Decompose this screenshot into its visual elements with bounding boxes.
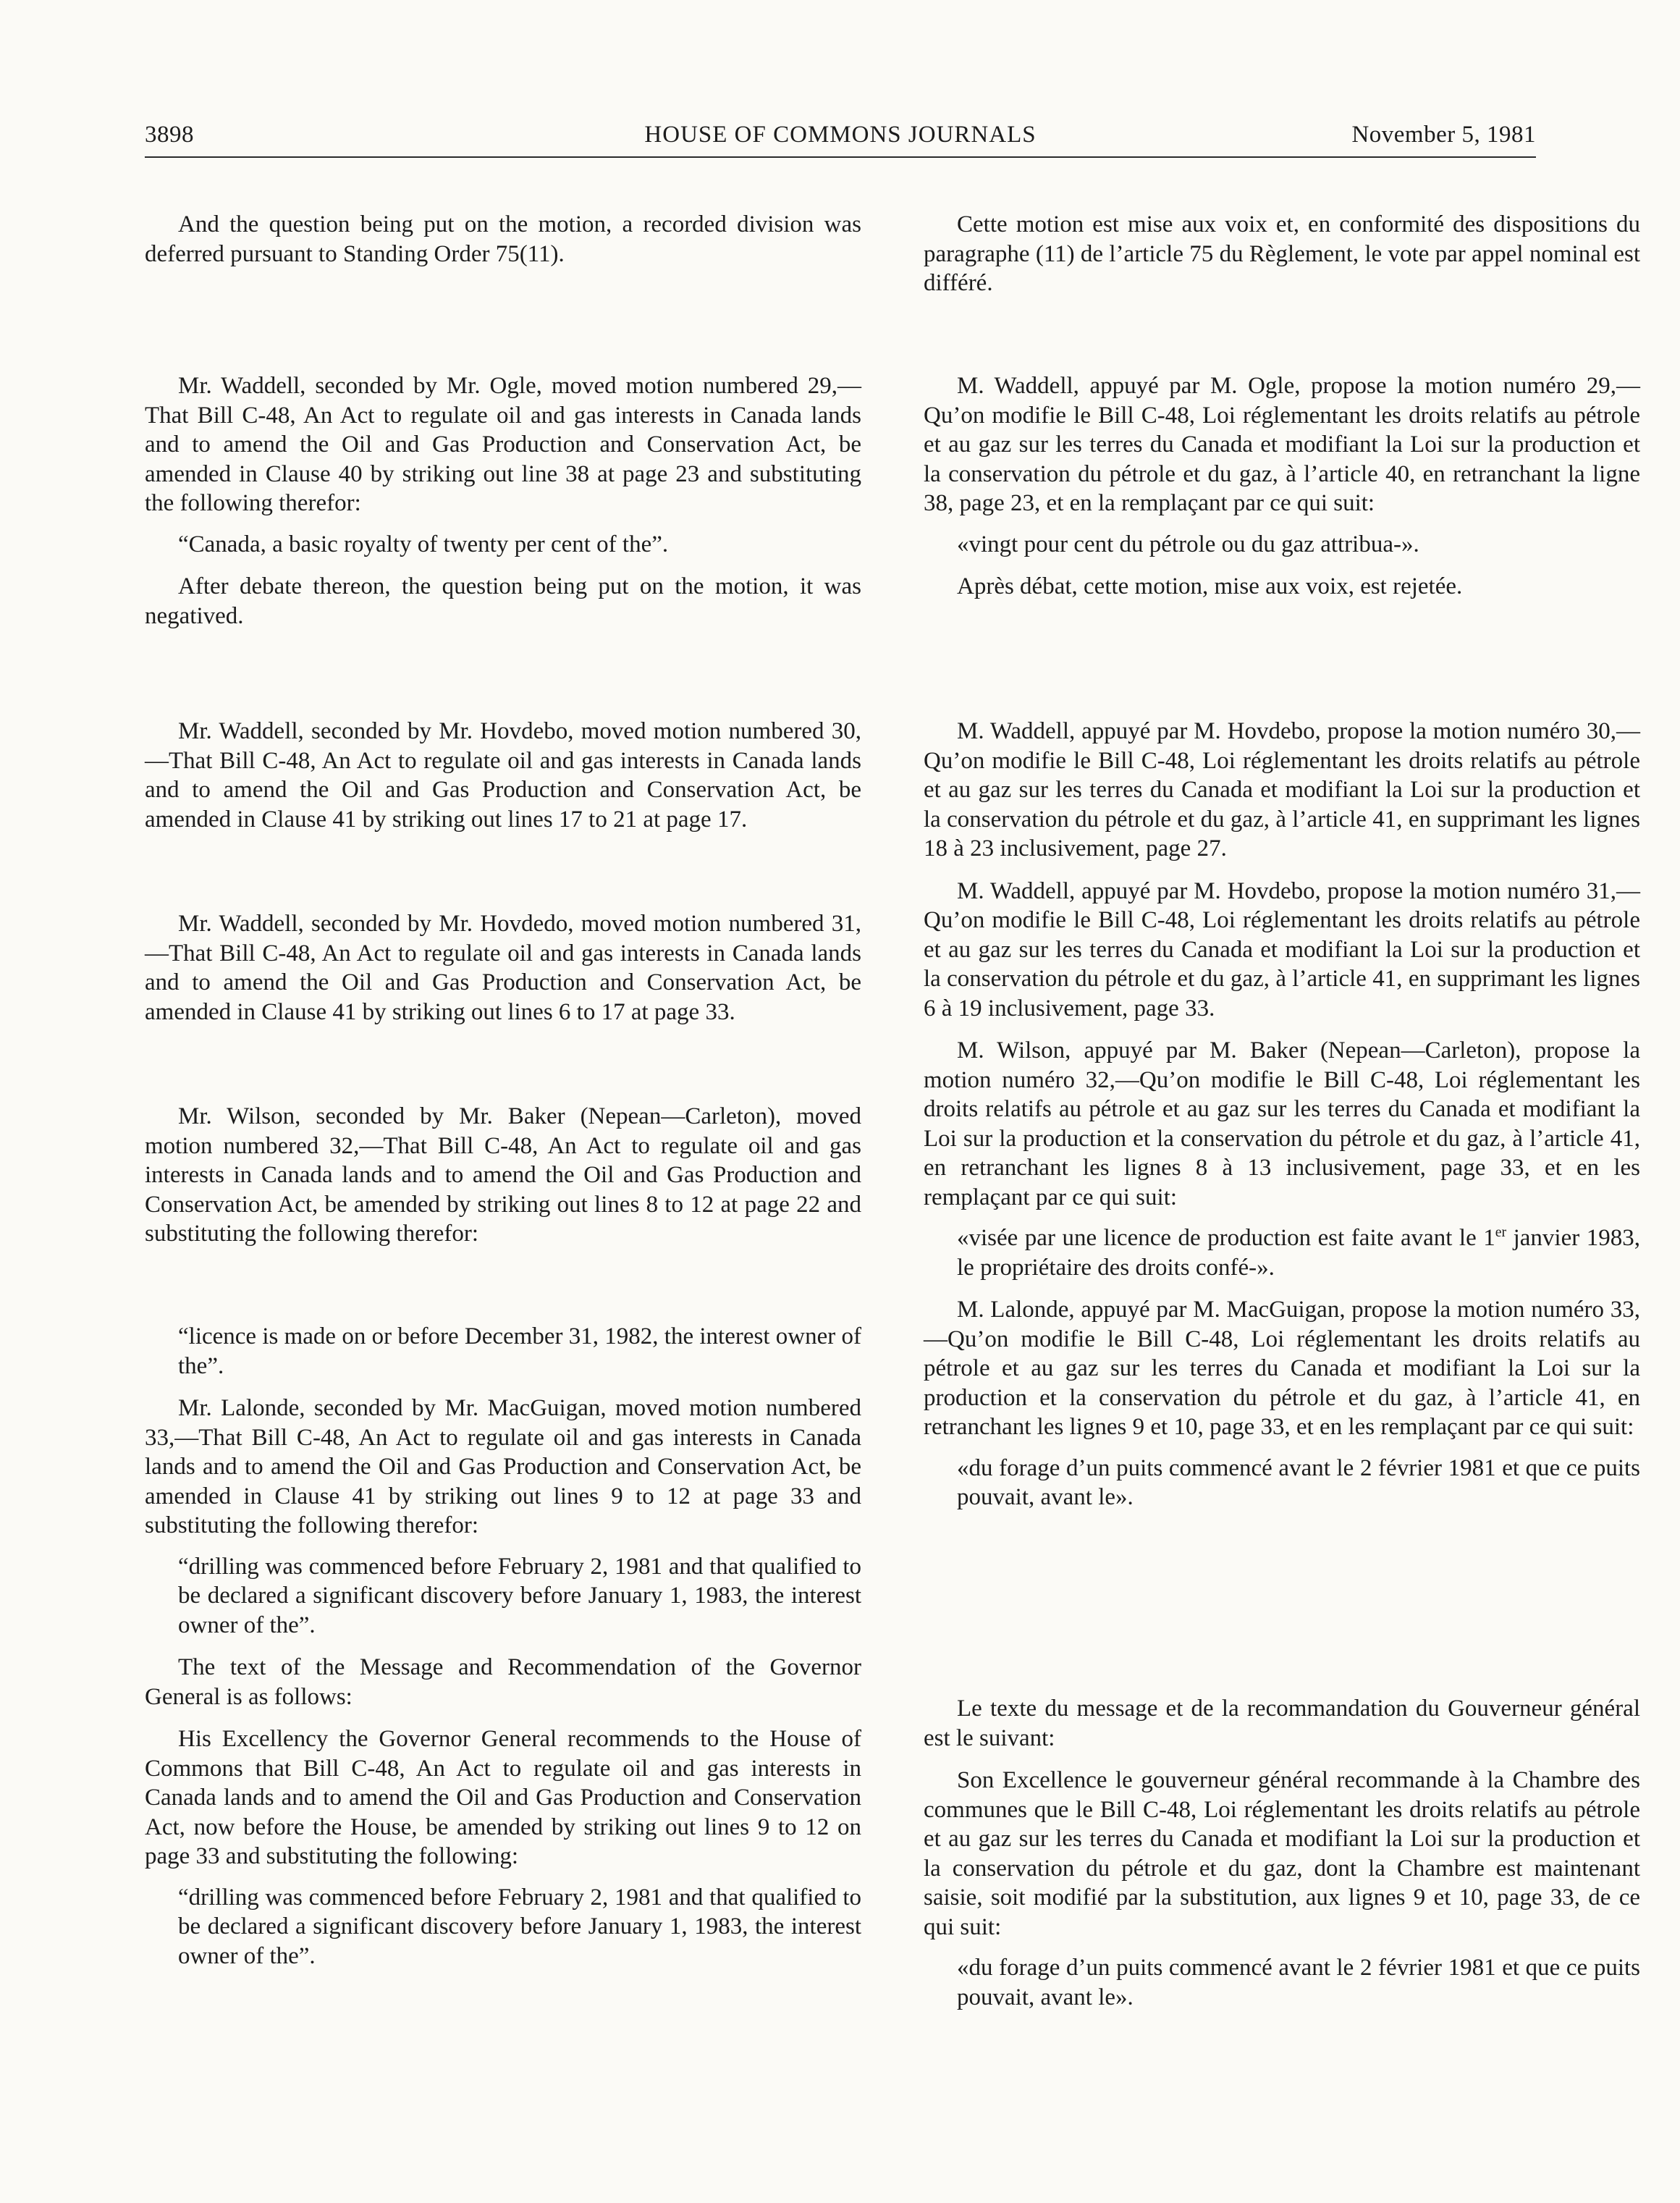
en-message-intro: The text of the Message and Recommendation of the Governor General is as follows:: [145, 1654, 861, 1710]
fr-motion-33-quote: «du forage d’un puits commencé avant le 2 février 1981 et que ce puits pouvait, avant le».: [957, 1454, 1640, 1510]
fr-motion-31: M. Waddell, appuyé par M. Hovdebo, propose la motion numéro 31,—Qu’on modifie le Bill C-48, Loi réglementant les droits relatifs au pétrole et au gaz sur les terres du Canada et modifiant la Loi sur la production et la conservation du pétrole et du gaz, à l’article 41, en supprimant les lignes 6 à 19 inclusivement, page 33.: [924, 877, 1640, 1022]
en-motion-32-quote: “licence is made on or before December 31, 1982, the interest owner of the”.: [178, 1323, 861, 1379]
en-motion-32-quote-block: [145, 1322, 861, 1971]
fr-message-block: [924, 1694, 1640, 2012]
fr-motions-30-33-block: [924, 717, 1640, 1512]
en-motion-30: Mr. Waddell, seconded by Mr. Hovdebo, moved motion numbered 30,—That Bill C-48, An Act to regulate oil and gas interests in Canada lands and to amend the Oil and Gas Production and Conservation Act, be amended in Clause 41 by striking out lines 17 to 21 at page 17.: [145, 718, 861, 833]
en-division-block: [145, 210, 861, 269]
fr-message-quote: «du forage d’un puits commencé avant le 2 février 1981 et que ce puits pouvait, avant le».: [957, 1955, 1640, 2010]
en-message-quote: “drilling was commenced before February 2, 1981 and that qualified to be declared a significant discovery before January 1, 1983, the interest owner of the”.: [178, 1884, 861, 1969]
fr-motion-32-quote-sup: er: [1495, 1224, 1507, 1240]
fr-motion-32: M. Wilson, appuyé par M. Baker (Nepean—Carleton), propose la motion numéro 32,—Qu’on modifie le Bill C-48, Loi réglementant les droits relatifs au pétrole et au gaz sur les terres du Canada et modifiant la Loi sur la production et la conservation du pétrole et du gaz, à l’article 41, en retranchant les lignes 8 à 13 inclusivement, page 33, et en les remplaçant par ce qui suit:: [924, 1037, 1640, 1210]
en-motion-31-block: [145, 909, 861, 1027]
fr-motion-33: M. Lalonde, appuyé par M. MacGuigan, propose la motion numéro 33,—Qu’on modifie le Bill C-48, Loi réglementant les droits relatifs au pétrole et au gaz sur les terres du Canada et modifiant la Loi sur la production et la conservation du pétrole et du gaz, à l’article 41, en retranchant les lignes 9 et 10, page 33, et en les remplaçant par ce qui suit:: [924, 1297, 1640, 1440]
fr-motion-32-quote-b: janvier 1983, le propriétaire des droits confé-».: [957, 1225, 1640, 1281]
journal-title: HOUSE OF COMMONS JOURNALS: [644, 122, 1037, 148]
fr-message-intro: Le texte du message et de la recommandation du Gouverneur général est le suivant:: [924, 1696, 1640, 1751]
en-motion-29-quote: “Canada, a basic royalty of twenty per cent of the”.: [178, 531, 669, 557]
en-motion-32-block: [145, 1102, 861, 1249]
journal-date: November 5, 1981: [1351, 122, 1536, 148]
en-motion-33-quote: “drilling was commenced before February 2, 1981 and that qualified to be declared a significant discovery before January 1, 1983, the interest owner of the”.: [178, 1553, 861, 1638]
fr-message-body: Son Excellence le gouverneur général recommande à la Chambre des communes que le Bill C-48, Loi réglementant les droits relatifs au pétrole et au gaz sur les terres du Canada et modifiant la Loi sur la production et la conservation du pétrole et du gaz, dont la Chambre est maintenant saisie, soit modifié par la substitution, aux lignes 9 et 10, page 33, de ce qui suit:: [924, 1767, 1640, 1940]
fr-motion-29: M. Waddell, appuyé par M. Ogle, propose la motion numéro 29,—Qu’on modifie le Bill C-48, Loi réglementant les droits relatifs au pétrole et au gaz sur les terres du Canada et modifiant la Loi sur la production et la conservation du pétrole et du gaz, à l’article 40, en retranchant la ligne 38, page 23, et en la remplaçant par ce qui suit:: [924, 373, 1640, 516]
en-motion-29-block: [145, 371, 861, 631]
fr-motion-29-block: [924, 371, 1640, 602]
page-number: 3898: [145, 122, 194, 148]
en-motion-33: Mr. Lalonde, seconded by Mr. MacGuigan, moved motion numbered 33,—That Bill C-48, An Act to regulate oil and gas interests in Canada lands and to amend the Oil and Gas Production and Conservation Act, be amended in Clause 41 by striking out lines 9 to 12 at page 33 and substituting the following therefor:: [145, 1395, 861, 1538]
fr-division-block: [924, 210, 1640, 298]
en-motion-29: Mr. Waddell, seconded by Mr. Ogle, moved motion numbered 29,—That Bill C-48, An Act to regulate oil and gas interests in Canada lands and to amend the Oil and Gas Production and Conservation Act, be amended in Clause 40 by striking out line 38 at page 23 and substituting the following therefor:: [145, 373, 861, 516]
en-message-body: His Excellency the Governor General recommends to the House of Commons that Bill C-48, An Act to regulate oil and gas interests in Canada lands and to amend the Oil and Gas Production and Conservation Act, now before the House, be amended by striking out lines 9 to 12 on page 33 and substituting the following:: [145, 1726, 861, 1869]
page-header: [145, 120, 1536, 158]
en-motion-32: Mr. Wilson, seconded by Mr. Baker (Nepean—Carleton), moved motion numbered 32,—That Bill C-48, An Act to regulate oil and gas interests in Canada lands and to amend the Oil and Gas Production and Conservation Act, be amended by striking out lines 8 to 12 at page 22 and substituting the following therefor:: [145, 1103, 861, 1247]
en-motion-30-block: [145, 717, 861, 834]
fr-motion-29-result: Après débat, cette motion, mise aux voix, est rejetée.: [957, 573, 1463, 599]
fr-division-deferred: Cette motion est mise aux voix et, en conformité des dispositions du paragraphe (11) de l’article 75 du Règlement, le vote par appel nominal est différé.: [924, 211, 1640, 296]
en-division-deferred: And the question being put on the motion, a recorded division was deferred pursuant to Standing Order 75(11).: [145, 211, 861, 267]
en-motion-31: Mr. Waddell, seconded by Mr. Hovdedo, moved motion numbered 31,—That Bill C-48, An Act to regulate oil and gas interests in Canada lands and to amend the Oil and Gas Production and Conservation Act, be amended in Clause 41 by striking out lines 6 to 17 at page 33.: [145, 911, 861, 1025]
fr-motion-32-quote: [924, 1223, 1640, 1282]
fr-motion-29-quote: «vingt pour cent du pétrole ou du gaz attribua-».: [957, 531, 1419, 557]
en-motion-29-result: After debate thereon, the question being put on the motion, it was negatived.: [145, 573, 861, 629]
fr-motion-32-quote-a: «visée par une licence de production est faite avant le 1: [957, 1225, 1495, 1251]
fr-motion-30: M. Waddell, appuyé par M. Hovdebo, propose la motion numéro 30,—Qu’on modifie le Bill C-48, Loi réglementant les droits relatifs au pétrole et au gaz sur les terres du Canada et modifiant la Loi sur la production et la conservation du pétrole et du gaz, à l’article 41, en supprimant les lignes 18 à 23 inclusivement, page 27.: [924, 718, 1640, 862]
